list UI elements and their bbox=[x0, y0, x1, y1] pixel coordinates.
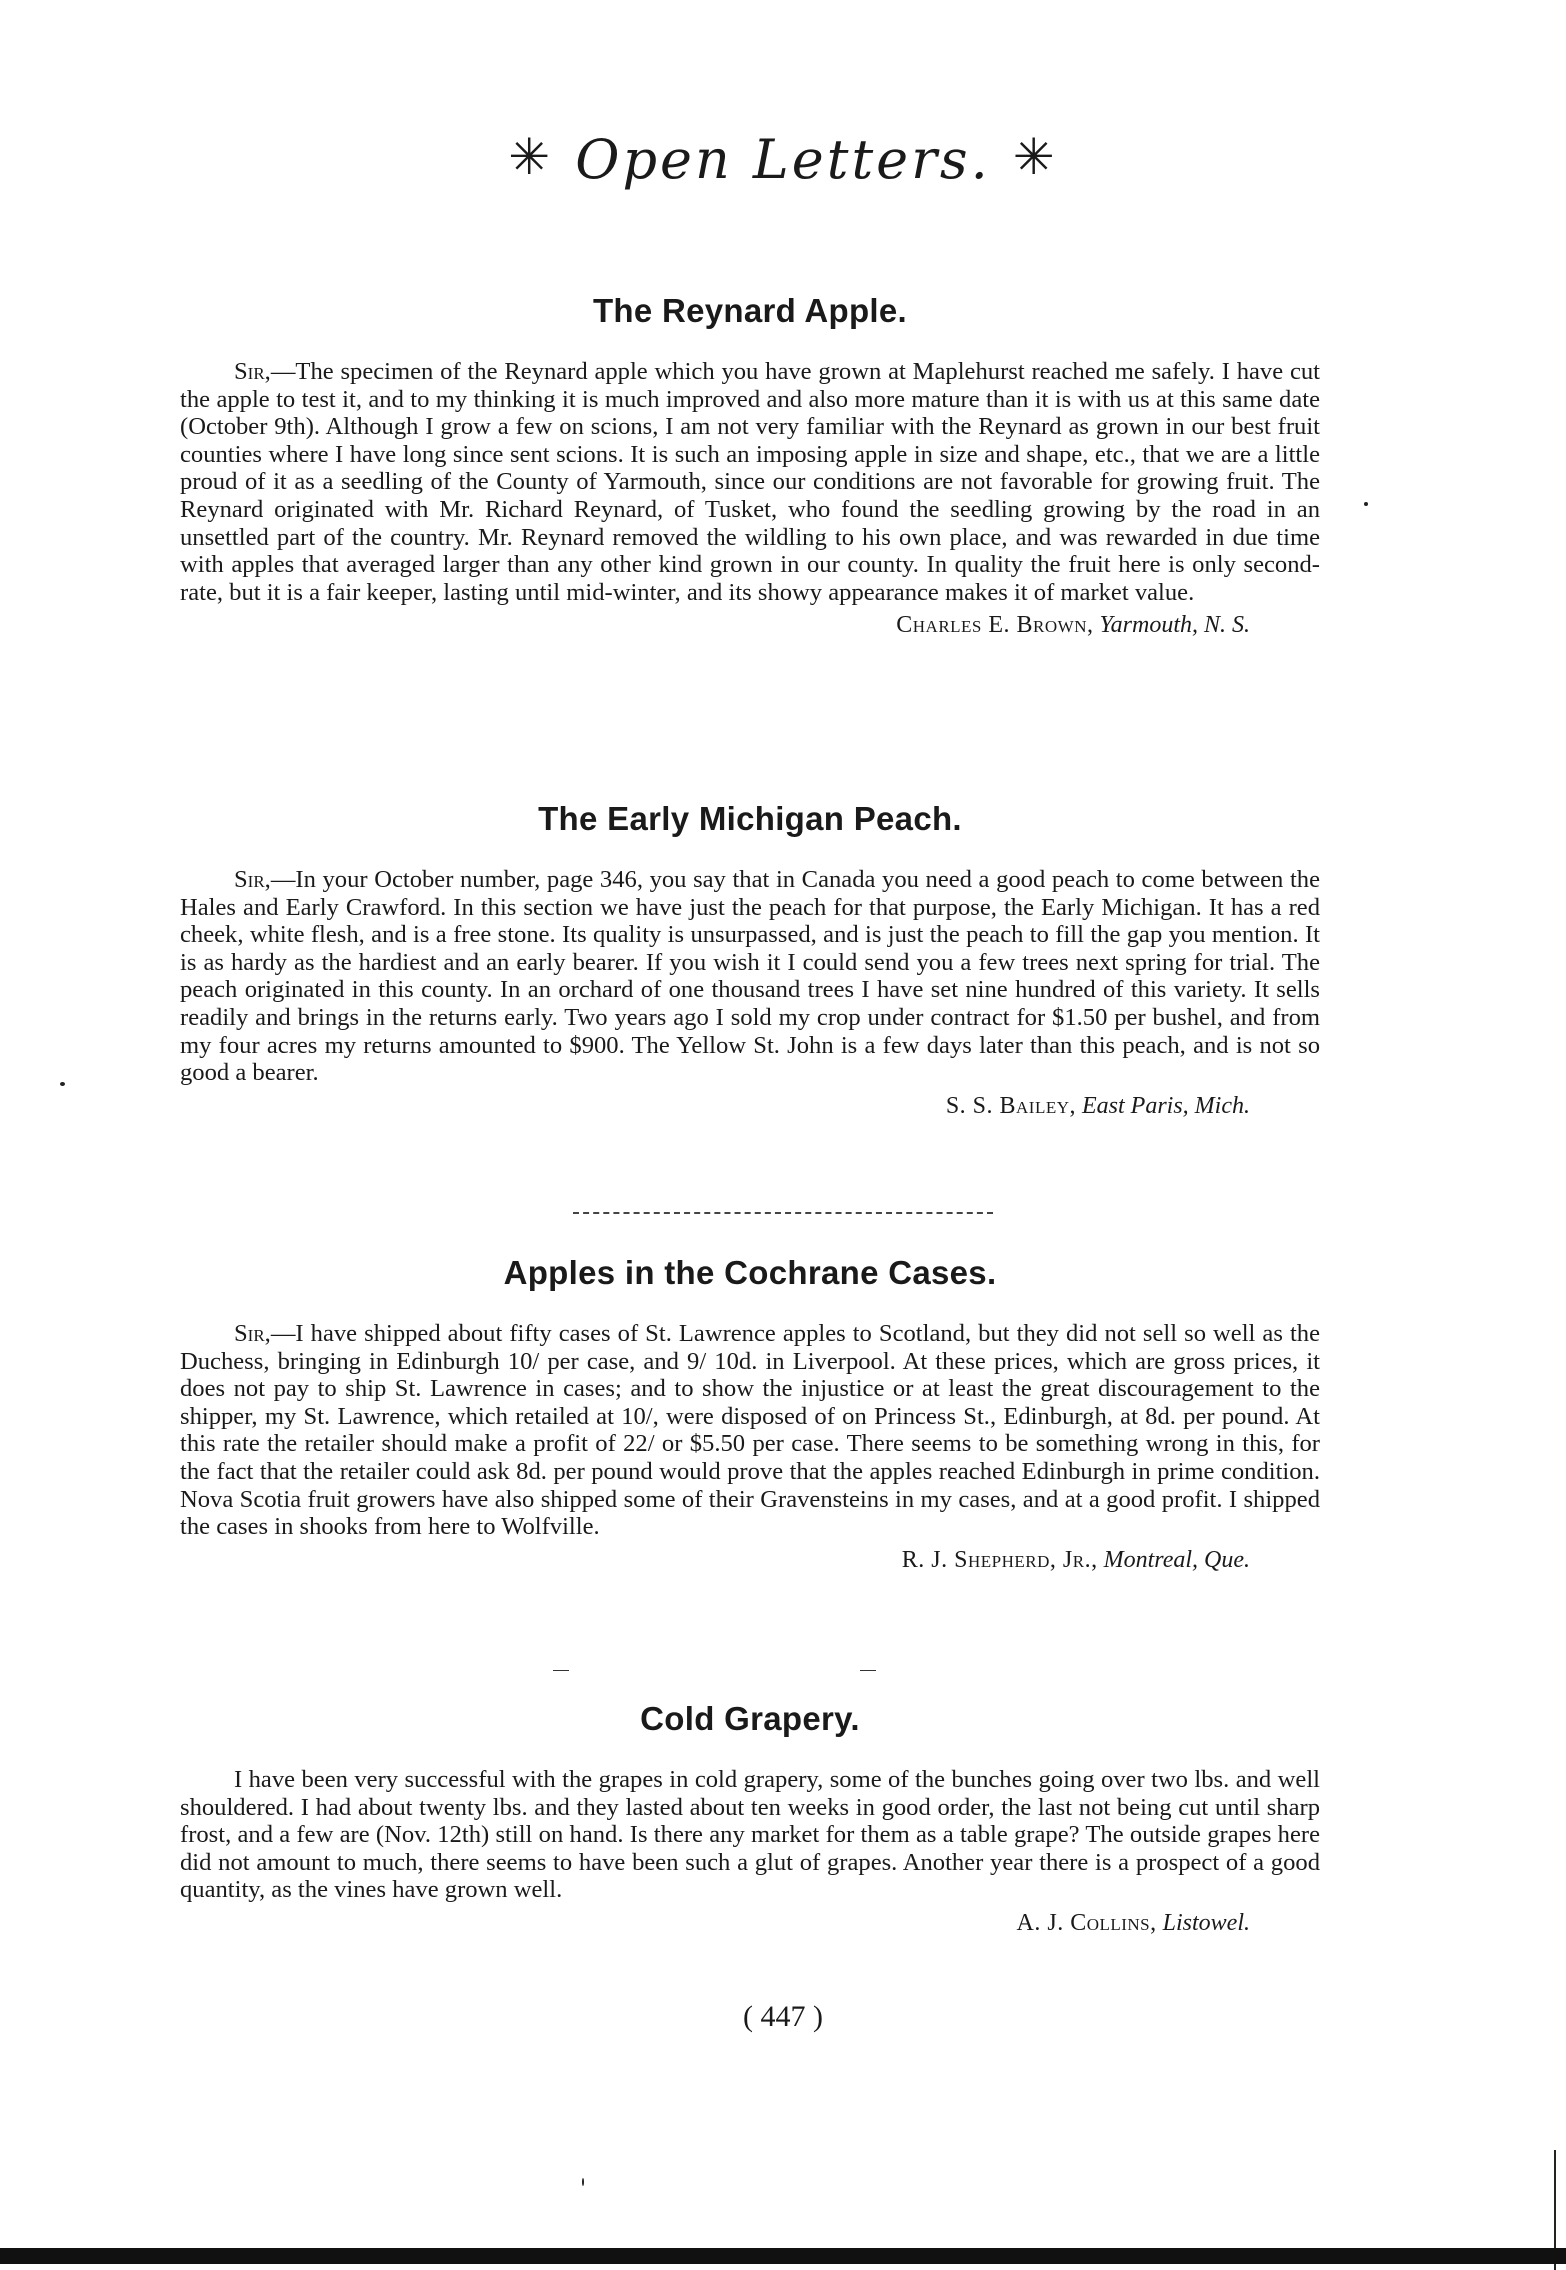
salutation: Sir, bbox=[234, 866, 271, 893]
salutation: Sir, bbox=[234, 358, 271, 385]
letter-heading: Cold Grapery. bbox=[640, 1700, 860, 1737]
letter-early-michigan-peach bbox=[180, 800, 1320, 1120]
letter-text: —I have shipped about fifty cases of St. Lawrence apples to Scotland, but they did not sell so well as the Duchess, bringing in Edinburgh 10/ per case, and 9/ 10d. in Liverpool. At these prices, which are gross prices, it does not pay to ship St. Lawrence in cases; and to show the injustice or at least the great discouragement to the shipper, my St. Lawrence, which retailed at 10/, were disposed of on Princess St., Edinburgh, at 8d. per pound. At this rate the retailer should make a profit of 22/ or $5.50 per case. There seems to be something wrong in this, for the fact that the retailer could ask 8d. per pound would prove that the apples reached Edinburgh in prime condition. Nova Scotia fruit growers have also shipped some of their Gravensteins in my cases, and at a good profit. I shipped the cases in shooks from here to Wolfville. bbox=[180, 1320, 1320, 1541]
letter-heading: The Early Michigan Peach. bbox=[538, 800, 962, 837]
ink-speck bbox=[582, 2178, 584, 2186]
page-edge bbox=[0, 2248, 1566, 2264]
signature-place: East Paris, Mich. bbox=[1082, 1092, 1250, 1119]
letter-body bbox=[180, 358, 1320, 606]
signature-name: R. J. Shepherd, Jr., bbox=[901, 1546, 1098, 1573]
letter-body bbox=[180, 866, 1320, 1087]
letter-reynard-apple bbox=[180, 292, 1320, 639]
signature bbox=[180, 1093, 1250, 1120]
signature-place: Montreal, Que. bbox=[1103, 1546, 1250, 1573]
asterism-icon: ✳ bbox=[1012, 128, 1058, 186]
signature bbox=[180, 612, 1250, 639]
ink-speck bbox=[60, 1082, 65, 1086]
section-divider bbox=[860, 1670, 876, 1671]
letter-cochrane-cases bbox=[180, 1254, 1320, 1574]
signature-name: Charles E. Brown, bbox=[896, 612, 1094, 639]
letter-body bbox=[180, 1320, 1320, 1541]
salutation: Sir, bbox=[234, 1320, 271, 1347]
signature-place: Yarmouth, N. S. bbox=[1099, 612, 1250, 639]
signature-place: Listowel. bbox=[1162, 1909, 1250, 1936]
letter-text: I have been very successful with the grapes in cold grapery, some of the bunches going over two lbs. and well shouldered. I had about twenty lbs. and they lasted about ten weeks in good order, the last not being cut until sharp frost, and a few are (Nov. 12th) still on hand. Is there any market for them as a table grape? The outside grapes here did not amount to much, there seems to have been such a glut of grapes. Another year there is a prospect of a good quantity, as the vines have grown well. bbox=[180, 1766, 1320, 1904]
signature bbox=[180, 1547, 1250, 1574]
letter-body bbox=[180, 1766, 1320, 1904]
letter-text: —In your October number, page 346, you say that in Canada you need a good peach to come between the Hales and Early Crawford. In this section we have just the peach for that purpose, the Early Michigan. It has a red cheek, white flesh, and is a free stone. Its quality is unsurpassed, and is just the peach to fill the gap you mention. It is as hardy as the hardiest and an early bearer. If you wish it I could send you a few trees next spring for trial. The peach originated in this county. In an orchard of one thousand trees I have set nine hundred of this variety. It sells readily and brings in the returns early. Two years ago I sold my crop under contract for $1.50 per bushel, and from my four acres my returns amounted to $900. The Yellow St. John is a few days later than this peach, and is not so good a bearer. bbox=[180, 866, 1320, 1087]
page-title: Open Letters. bbox=[575, 128, 991, 191]
ink-speck bbox=[1364, 502, 1368, 506]
page-number: ( 447 ) bbox=[743, 2000, 823, 2033]
signature bbox=[180, 1910, 1250, 1937]
section-header bbox=[0, 128, 1566, 191]
letter-cold-grapery bbox=[180, 1700, 1320, 1937]
section-divider bbox=[553, 1670, 569, 1671]
letter-heading: The Reynard Apple. bbox=[592, 292, 908, 329]
letter-heading: Apples in the Cochrane Cases. bbox=[503, 1254, 997, 1291]
signature-name: S. S. Bailey, bbox=[945, 1092, 1076, 1119]
section-divider bbox=[573, 1212, 993, 1214]
signature-name: A. J. Collins, bbox=[1016, 1909, 1157, 1936]
asterism-icon: ✳ bbox=[508, 128, 554, 186]
letter-text: —The specimen of the Reynard apple which you have grown at Maplehurst reached me safely. I have cut the apple to test it, and to my thinking it is much improved and also more mature than it is with us at this same date (October 9th). Although I grow a few on scions, I am not very familiar with the Reynard as grown in our best fruit counties where I have long since sent scions. It is such an imposing apple in size and shape, etc., that we are a little proud of it as a seedling of the County of Yarmouth, since our conditions are not favorable for growing fruit. The Reynard originated with Mr. Richard Reynard, of Tusket, who found the seedling growing by the road in an unsettled part of the country. Mr. Reynard removed the wildling to his own place, and was rewarded in due time with apples that averaged larger than any other kind grown in our county. In quality the fruit here is only second-rate, but it is a fair keeper, lasting until mid-winter, and its showy appearance makes it of market value. bbox=[180, 358, 1320, 606]
